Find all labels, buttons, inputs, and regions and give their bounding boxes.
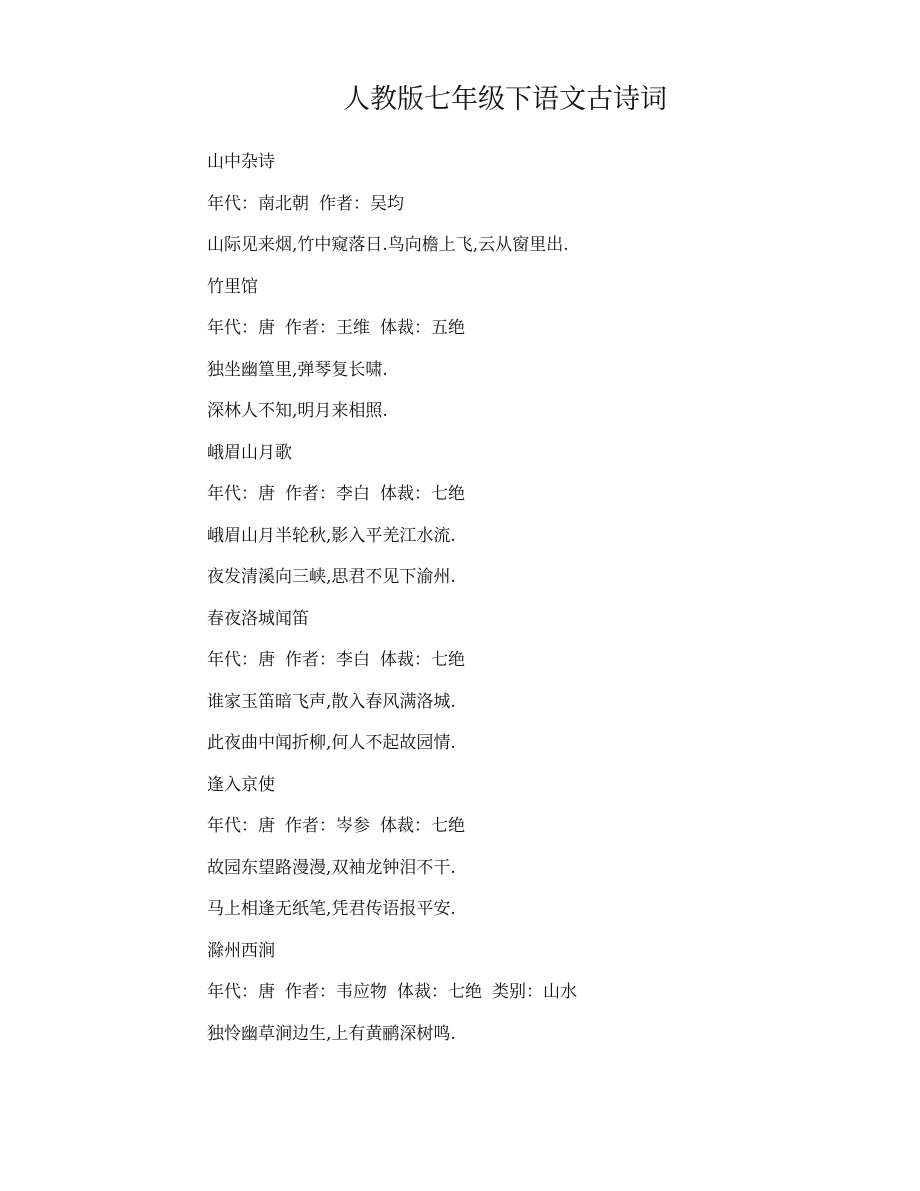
- poem-author: 作者：韦应物: [285, 982, 387, 1002]
- poem-era: 年代：唐: [207, 484, 275, 504]
- poem-form: 体裁：七绝: [380, 816, 465, 836]
- poem-line: 此夜曲中闻折柳,何人不起故园情.: [207, 733, 456, 753]
- poem-era: 年代：唐: [207, 318, 275, 338]
- poem-title: 山中杂诗: [207, 152, 275, 172]
- poem-line: 故园东望路漫漫,双袖龙钟泪不干.: [207, 857, 456, 878]
- poem-meta: [207, 977, 847, 1019]
- poem-title: 春夜洛城闻笛: [207, 608, 309, 629]
- poem-block: [207, 770, 847, 936]
- poem-line: 深林人不知,明月来相照.: [207, 401, 388, 421]
- poem-author: 作者：吴均: [319, 193, 404, 214]
- poem-meta: [207, 811, 847, 853]
- poem-era: 年代：唐: [207, 650, 275, 670]
- poem-form: 体裁：七绝: [380, 484, 465, 504]
- poem-line: 独怜幽草涧边生,上有黄鹂深树鸣.: [207, 1023, 456, 1044]
- poem-meta: [207, 313, 847, 355]
- poem-line: 峨眉山月半轮秋,影入平羌江水流.: [207, 525, 456, 546]
- poem-era: 年代：唐: [207, 982, 275, 1002]
- poem-block: [207, 936, 847, 1061]
- poem-form: 体裁：七绝: [397, 982, 482, 1002]
- poem-line: 山际见来烟,竹中窥落日.鸟向檐上飞,云从窗里出.: [207, 235, 569, 255]
- poem-meta: [207, 189, 847, 231]
- poem-title: 峨眉山月歌: [207, 442, 292, 463]
- poem-author: 作者：岑参: [285, 816, 370, 836]
- poem-form: 体裁：五绝: [380, 318, 465, 338]
- poem-line: 谁家玉笛暗飞声,散入春风满洛城.: [207, 691, 456, 712]
- poem-author: 作者：王维: [285, 318, 370, 338]
- poem-meta: [207, 645, 847, 687]
- document-title: 人教版七年级下语文古诗词: [343, 84, 667, 115]
- poem-block: [207, 604, 847, 770]
- poem-block: [207, 438, 847, 604]
- poem-line: 马上相逢无纸笔,凭君传语报平安.: [207, 899, 456, 919]
- poem-block: [207, 272, 847, 438]
- poem-category: 类别：山水: [492, 982, 577, 1002]
- poem-era: 年代：唐: [207, 816, 275, 836]
- poem-form: 体裁：七绝: [380, 650, 465, 670]
- poem-era: 年代：南北朝: [207, 193, 309, 214]
- poem-author: 作者：李白: [285, 650, 370, 670]
- poem-title: 逢入京使: [207, 774, 275, 795]
- poem-list: [207, 147, 847, 1060]
- poem-title: 竹里馆: [207, 276, 258, 297]
- poem-author: 作者：李白: [285, 484, 370, 504]
- poem-line: 夜发清溪向三峡,思君不见下渝州.: [207, 567, 456, 587]
- poem-block: [207, 147, 847, 272]
- poem-meta: [207, 479, 847, 521]
- poem-title: 滁州西涧: [207, 940, 275, 961]
- poem-line: 独坐幽篁里,弹琴复长啸.: [207, 359, 388, 380]
